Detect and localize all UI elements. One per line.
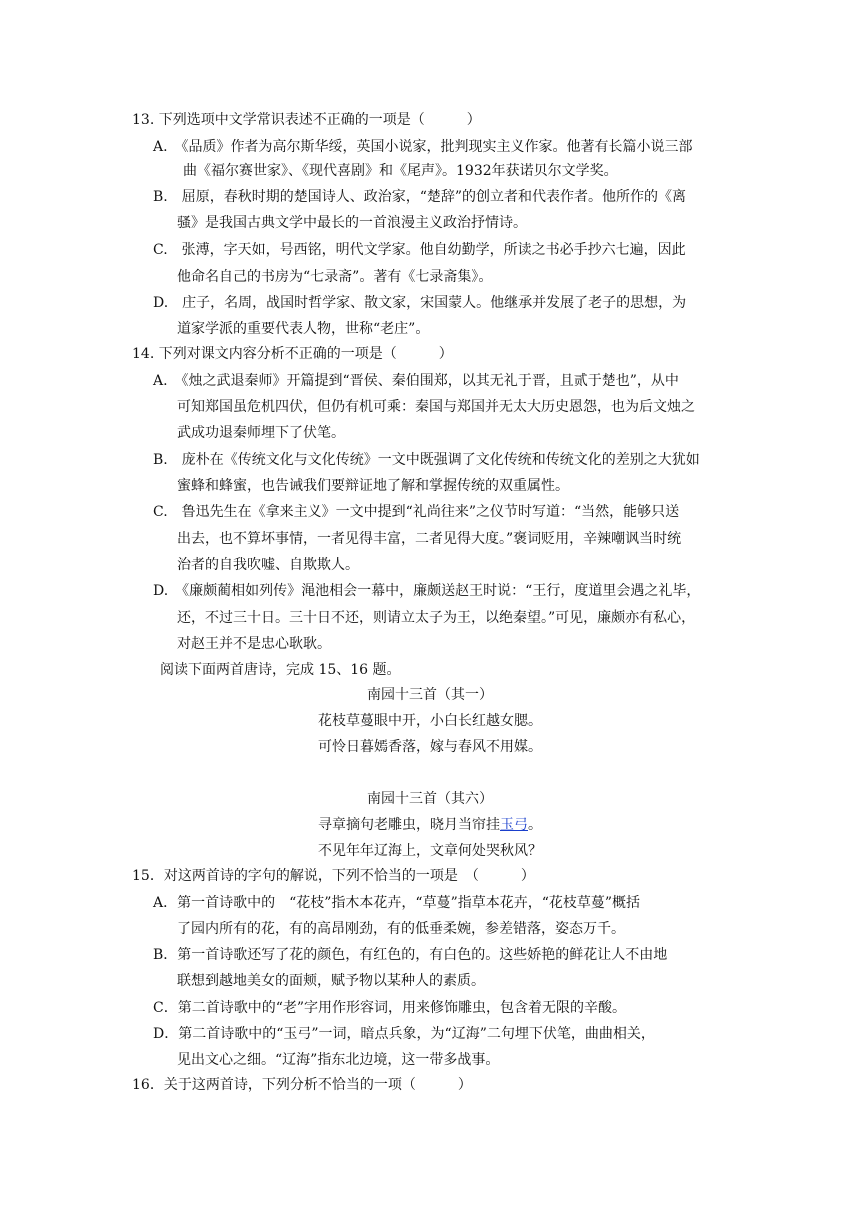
poem1-line2: 可怜日暮嫣香落，嫁与春风不用媒。 <box>318 739 542 755</box>
q15-option-a: A．第一首诗歌中的 “花枝”指木本花卉，“草蔓”指草本花卉，“花枝草蔓”概括 <box>153 895 641 911</box>
poem1-title: 南园十三首（其一） <box>367 687 493 703</box>
q15-option-d: D．第二首诗歌中的“玉弓”一词，暗点兵象，为“辽海”二句埋下伏笔，曲曲相关， <box>153 1026 655 1042</box>
poem2-line1-end: 。 <box>528 817 542 833</box>
q14-option-a-cont: 可知郑国虽危机四伏，但仍有机可乘：秦国与郑国并无太大历史恩怨，也为后文烛之 <box>177 399 695 415</box>
q13-option-c: C. 张溥，字天如，号西铭，明代文学家。他自幼勤学，所读之书必手抄六七遍，因此 <box>153 242 686 258</box>
q14-option-a-cont2: 武成功退秦师埋下了伏笔。 <box>177 425 345 441</box>
q16-stem: 16．关于这两首诗，下列分析不恰当的一项（ ） <box>132 1077 472 1093</box>
q14-option-a: A. 《烛之武退秦师》开篇提到“晋侯、秦伯围郑，以其无礼于晋，且贰于楚也”，从中 <box>153 373 679 389</box>
q13-option-d: D. 庄子，名周，战国时哲学家、散文家，宋国蒙人。他继承并发展了老子的思想，为 <box>153 295 687 311</box>
poem2-line1 <box>0 816 860 834</box>
q13-option-b-cont: 骚》是我国古典文学中最长的一首浪漫主义政治抒情诗。 <box>177 215 527 231</box>
q14-option-d-cont2: 对赵王并不是忠心耿耿。 <box>177 636 331 652</box>
q14-option-d-cont: 还，不过三十日。三十日不还，则请立太子为王，以绝秦望。”可见，廉颇亦有私心， <box>177 610 696 626</box>
yugong-link[interactable]: 玉弓 <box>500 817 528 833</box>
q15-option-a-cont: 了园内所有的花，有的高昂刚劲，有的低垂柔婉，参差错落，姿态万千。 <box>177 921 625 937</box>
q13-option-b: B. 屈原，春秋时期的楚国诗人、政治家，“楚辞”的创立者和代表作者。他所作的《离 <box>153 189 687 205</box>
q14-stem: 14. 下列对课文内容分析不正确的一项是（ ） <box>132 346 453 362</box>
q13-option-d-cont: 道家学派的重要代表人物，世称“老庄”。 <box>177 321 430 337</box>
q13-option-a: A. 《品质》作者为高尔斯华绥，英国小说家，批判现实主义作家。他著有长篇小说三部 <box>153 139 693 155</box>
poem1-line1: 花枝草蔓眼中开，小白长红越女腮。 <box>318 713 542 729</box>
q14-option-c-cont2: 治者的自我吹嘘、自欺欺人。 <box>177 557 359 573</box>
poem2-title: 南园十三首（其六） <box>367 791 493 807</box>
q14-option-b: B. 庞朴在《传统文化与文化传统》一文中既强调了文化传统和传统文化的差别之大犹如 <box>153 452 700 468</box>
q15-option-c: C．第二首诗歌中的“老”字用作形容词，用来修饰雕虫，包含着无限的辛酸。 <box>153 1000 627 1016</box>
q15-option-b: B．第一首诗歌还写了花的颜色，有红色的，有白色的。这些娇艳的鲜花让人不由地 <box>153 947 668 963</box>
q14-option-b-cont: 蜜蜂和蜂蜜，也告诫我们要辩证地了解和掌握传统的双重属性。 <box>177 478 569 494</box>
q15-option-d-cont: 见出文心之细。“辽海”指东北边境，这一带多战事。 <box>177 1052 500 1068</box>
q14-option-c: C. 鲁迅先生在《拿来主义》一文中提到“礼尚往来”之仪节时写道：“当然，能够只送 <box>153 504 680 520</box>
q14-option-d: D. 《廉颇蔺相如列传》渑池相会一幕中，廉颇送赵王时说：“王行，度道里会遇之礼毕， <box>153 583 701 599</box>
q13-stem: 13. 下列选项中文学常识表述不正确的一项是（ ） <box>132 112 481 128</box>
q15-stem: 15．对这两首诗的字句的解说，下列不恰当的一项是 （ ） <box>132 868 535 884</box>
reading-instruction: 阅读下面两首唐诗，完成 15、16 题。 <box>160 662 401 678</box>
q13-option-a-cont: 曲《福尔赛世家》、《现代喜剧》和《尾声》。1932年获诺贝尔文学奖。 <box>183 163 618 179</box>
q13-option-c-cont: 他命名自己的书房为“七录斋”。著有《七录斋集》。 <box>177 269 493 285</box>
q15-option-b-cont: 联想到越地美女的面颊，赋予物以某种人的素质。 <box>177 973 485 989</box>
q14-option-c-cont: 出去，也不算坏事情，一者见得丰富，二者见得大度。”褒词贬用，辛辣嘲讽当时统 <box>177 531 682 547</box>
poem2-line2: 不见年年辽海上，文章何处哭秋风？ <box>318 843 542 859</box>
poem2-line1-text: 寻章摘句老雕虫，晓月当帘挂 <box>318 817 500 833</box>
